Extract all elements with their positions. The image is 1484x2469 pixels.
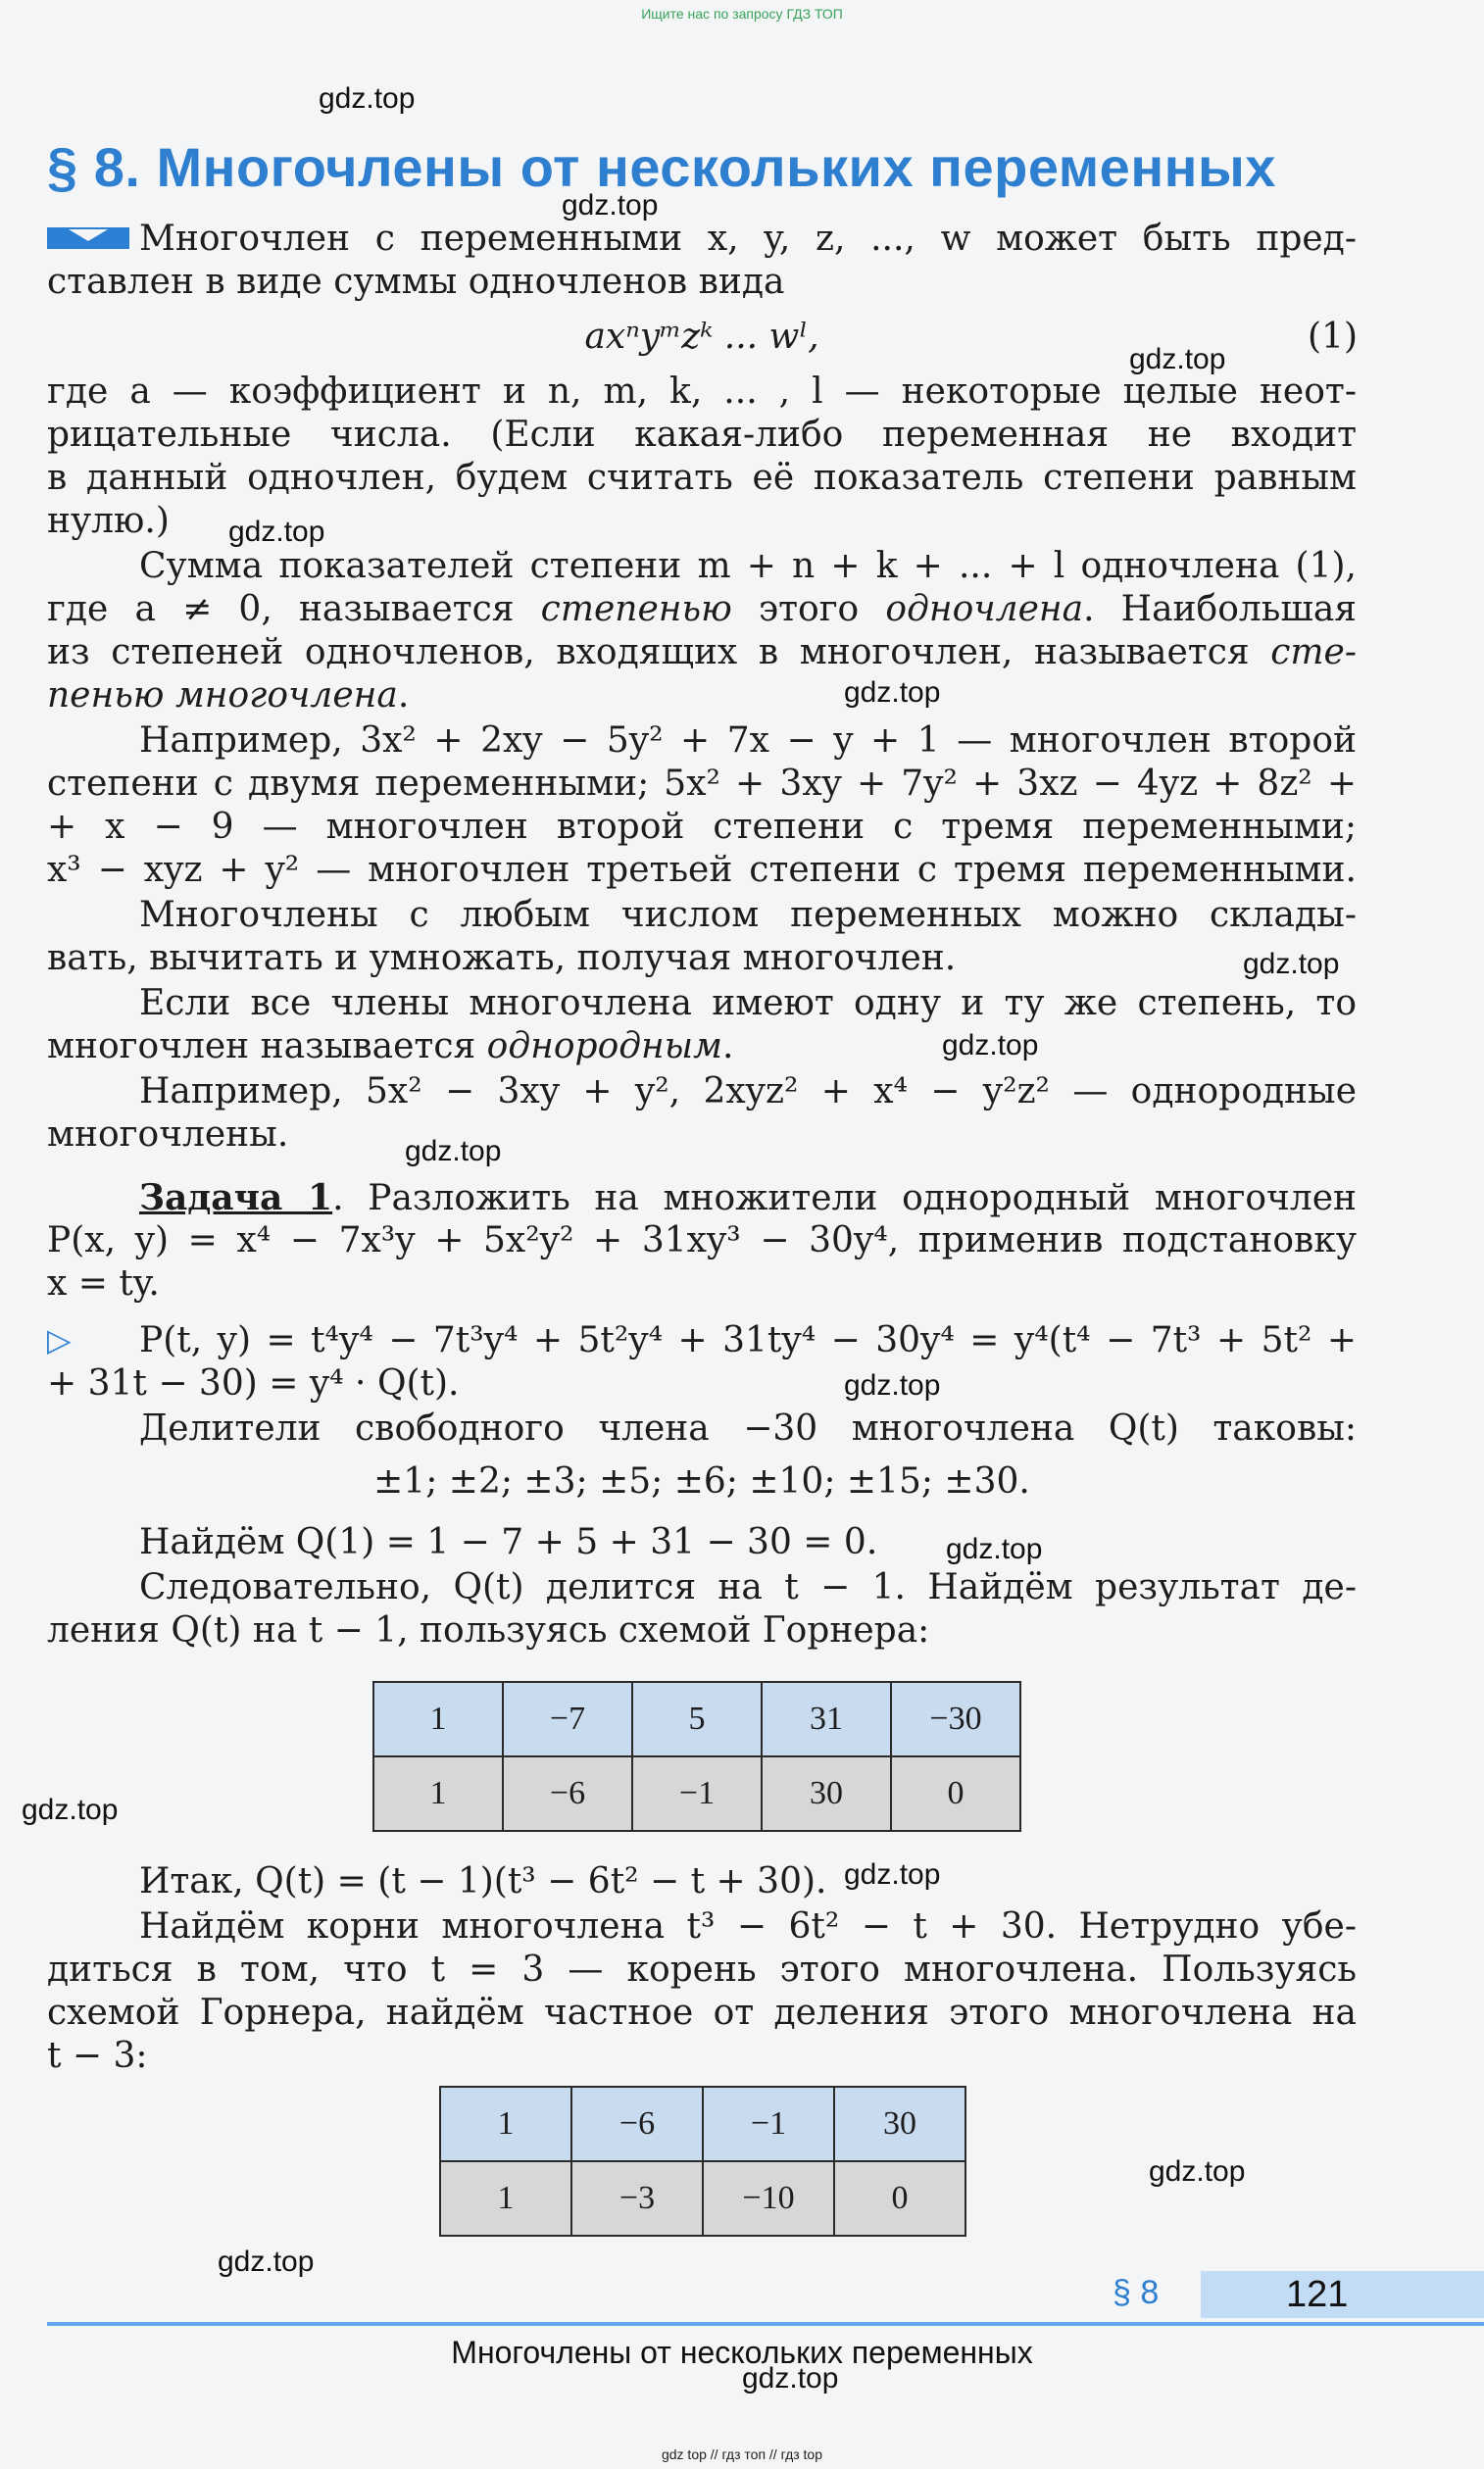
text-line: + 31t − 30) = y⁴ · Q(t). xyxy=(47,1363,460,1404)
bottom-note: gdz top // гдз топ // гдз top xyxy=(661,2446,823,2462)
text-line: многочлены. xyxy=(47,1114,289,1155)
solution-marker-icon: ▷ xyxy=(47,1321,72,1358)
table-cell: −1 xyxy=(632,1756,762,1831)
table-cell: 5 xyxy=(632,1682,762,1756)
text-line: схемой Горнера, найдём частное от деления этого многочлена на xyxy=(47,1993,1357,2033)
text-line: P(x, y) = x⁴ − 7x³y + 5x²y² + 31xy³ − 30y⁴, применив подстановку xyxy=(47,1220,1357,1260)
table-cell: 31 xyxy=(762,1682,891,1756)
term-italic: пенью многочлена xyxy=(47,675,398,716)
text-span: где a ≠ 0, называется xyxy=(47,589,541,629)
text-line: ±1; ±2; ±3; ±5; ±6; ±10; ±15; ±30. xyxy=(373,1461,1030,1502)
text-line: Если все члены многочлена имеют одну и ту же степень, то xyxy=(139,983,1357,1023)
text-line: Многочлены с любым числом переменных можно склады- xyxy=(139,895,1357,935)
watermark: gdz.top xyxy=(844,676,941,709)
text-line xyxy=(47,588,1357,631)
watermark: gdz.top xyxy=(319,82,416,115)
task-statement xyxy=(139,1176,1357,1220)
text-span: многочлен называется xyxy=(47,1026,487,1066)
watermark: gdz.top xyxy=(1243,948,1340,980)
text-line: вать, вычитать и умножать, получая многочлен. xyxy=(47,938,957,978)
watermark: gdz.top xyxy=(946,1533,1043,1565)
watermark: gdz.top xyxy=(22,1794,119,1826)
text-line: Следовательно, Q(t) делится на t − 1. Найдём результат де- xyxy=(139,1567,1357,1607)
table-cell: −1 xyxy=(703,2087,834,2161)
table-cell: 30 xyxy=(762,1756,891,1831)
footer-title: Многочлены от нескольких переменных xyxy=(451,2335,1033,2370)
table-cell: 30 xyxy=(834,2087,965,2161)
watermark: gdz.top xyxy=(562,189,659,222)
text-line: в данный одночлен, будем считать её показатель степени равным xyxy=(47,458,1357,498)
table-cell: 1 xyxy=(440,2087,571,2161)
text-line: Найдём корни многочлена t³ − 6t² − t + 30. Нетрудно убе- xyxy=(139,1906,1357,1947)
section-marker-icon xyxy=(47,227,129,249)
watermark: gdz.top xyxy=(228,516,325,548)
term-italic: однородным xyxy=(486,1026,722,1066)
table-cell: 1 xyxy=(440,2161,571,2236)
watermark: gdz.top xyxy=(1149,2155,1246,2188)
text-line: где a — коэффициент и n, m, k, ... , l — некоторые целые неот- xyxy=(47,371,1357,412)
table-cell: −6 xyxy=(571,2087,703,2161)
table-cell: −7 xyxy=(503,1682,632,1756)
horner-table-2 xyxy=(439,2086,966,2237)
text-span: из степеней одночленов, входящих в многочлен, называется xyxy=(47,632,1271,672)
watermark: gdz.top xyxy=(218,2246,315,2278)
task-label: Задача 1 xyxy=(139,1177,333,1218)
text-line xyxy=(47,1025,1357,1068)
horner-table-1 xyxy=(372,1681,1021,1832)
table-cell: −10 xyxy=(703,2161,834,2236)
text-line: x³ − xyz + y² — многочлен третьей степени с тремя переменными. xyxy=(47,850,1357,890)
top-note: Ищите нас по запросу ГДЗ ТОП xyxy=(641,6,843,22)
text-span: этого xyxy=(731,589,886,629)
watermark: gdz.top xyxy=(844,1858,941,1891)
table-cell: −6 xyxy=(503,1756,632,1831)
text-span: . xyxy=(721,1026,734,1066)
watermark: gdz.top xyxy=(405,1135,502,1167)
text-span: . xyxy=(397,675,410,716)
watermark: gdz.top xyxy=(844,1369,941,1402)
text-line: x = ty. xyxy=(47,1263,160,1304)
text-line: Например, 3x² + 2xy − 5y² + 7x − y + 1 — многочлен второй xyxy=(139,720,1357,761)
term-italic: сте- xyxy=(1270,632,1357,672)
table-cell: 1 xyxy=(373,1756,503,1831)
table-cell: −30 xyxy=(891,1682,1020,1756)
text-line: ставлен в виде суммы одночленов вида xyxy=(47,262,785,302)
text-line: рицательные числа. (Если какая-либо переменная не входит xyxy=(47,415,1357,455)
text-line xyxy=(47,674,1357,717)
text-line: t − 3: xyxy=(47,2036,148,2076)
text-line: + x − 9 — многочлен второй степени с тремя переменными; xyxy=(47,807,1357,847)
table-cell: −3 xyxy=(571,2161,703,2236)
watermark: gdz.top xyxy=(1129,343,1226,375)
text-line: Делители свободного члена −30 многочлена Q(t) таковы: xyxy=(139,1408,1357,1449)
text-line: P(t, y) = t⁴y⁴ − 7t³y⁴ + 5t²y⁴ + 31ty⁴ − 30y⁴ = y⁴(t⁴ − 7t³ + 5t² + xyxy=(139,1320,1357,1360)
page-number: 121 xyxy=(1286,2274,1349,2315)
text-span: . Разложить на множители однородный многочлен xyxy=(332,1178,1357,1218)
text-line: Многочлен с переменными x, y, z, ..., w может быть пред- xyxy=(139,219,1357,259)
text-line: Итак, Q(t) = (t − 1)(t³ − 6t² − t + 30). xyxy=(139,1861,827,1901)
text-line xyxy=(47,631,1357,674)
text-line: Например, 5x² − 3xy + y², 2xyz² + x⁴ − y²z² — однородные xyxy=(139,1071,1357,1111)
term-italic: степенью xyxy=(540,589,732,629)
formula-number: (1) xyxy=(1308,317,1358,357)
footer-divider xyxy=(47,2322,1484,2326)
formula: axⁿyᵐzᵏ ... wˡ, xyxy=(584,317,819,357)
page-title: § 8. Многочлены от нескольких переменных xyxy=(47,136,1276,198)
text-line: ления Q(t) на t − 1, пользуясь схемой Горнера: xyxy=(47,1610,930,1651)
text-line: диться в том, что t = 3 — корень этого многочлена. Пользуясь xyxy=(47,1950,1357,1990)
text-span: . Наибольшая xyxy=(1083,589,1357,629)
table-cell: 0 xyxy=(834,2161,965,2236)
text-line: Сумма показателей степени m + n + k + ... + l одночлена (1), xyxy=(139,546,1357,586)
table-cell: 1 xyxy=(373,1682,503,1756)
text-line: степени с двумя переменными; 5x² + 3xy + 7y² + 3xz − 4yz + 8z² + xyxy=(47,764,1357,804)
watermark: gdz.top xyxy=(942,1029,1039,1062)
table-cell: 0 xyxy=(891,1756,1020,1831)
footer-section: § 8 xyxy=(1113,2274,1160,2311)
text-line: нулю.) xyxy=(47,501,170,541)
term-italic: одночлена xyxy=(885,589,1084,629)
watermark: gdz.top xyxy=(742,2362,839,2395)
text-line: Найдём Q(1) = 1 − 7 + 5 + 31 − 30 = 0. xyxy=(139,1522,878,1562)
